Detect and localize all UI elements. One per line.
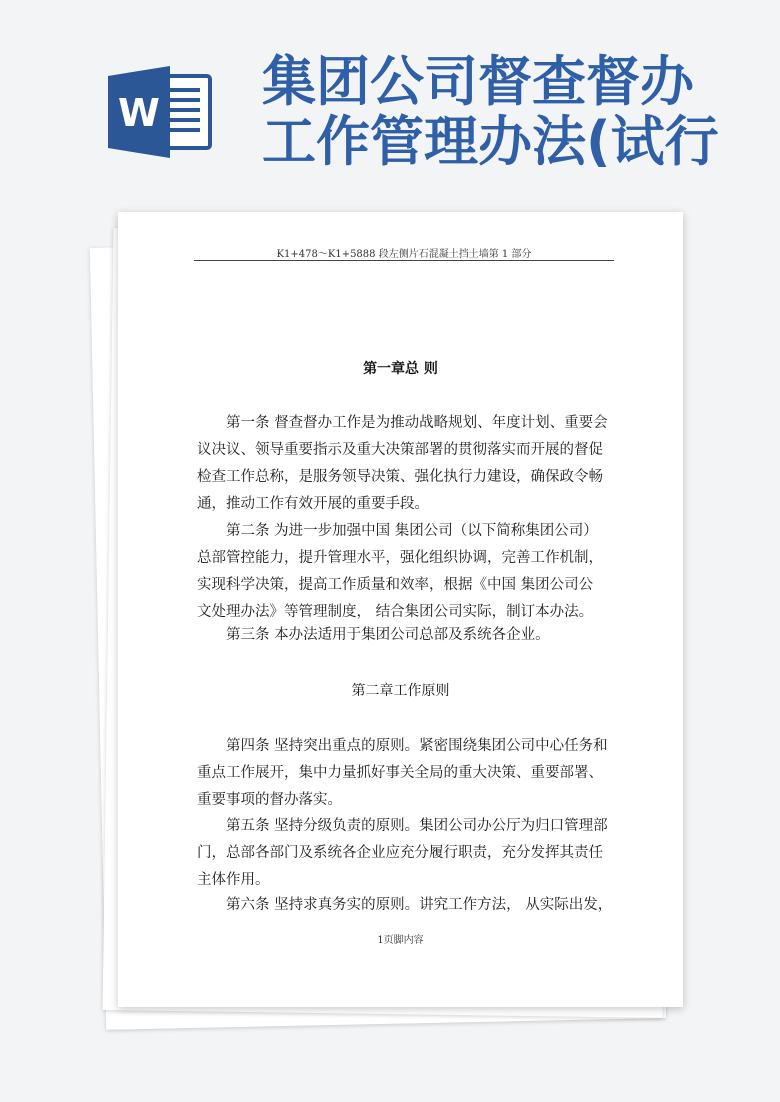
title-line-1: 集团公司督查督办 [262,52,694,113]
article-line: 第二条 为进一步加强中国 集团公司（以下简称集团公司） [226,523,598,539]
article-3 [197,622,615,649]
article-line: 总部管控能力，提升管理水平，强化组织协调，完善工作机制， [197,550,603,566]
article-line: 第一条 督查督办工作是为推动战略规划、年度计划、重要会 [226,415,608,431]
article-line: 门，总部各部门及系统各企业应充分履行职责，充分发挥其责任 [197,845,603,861]
article-line: 议决议、领导重要指示及重大决策部署的贯彻落实而开展的督促 [197,442,603,458]
document-page [118,212,683,1007]
article-line: 第五条 坚持分级负责的原则。集团公司办公厅为归口管理部 [226,818,608,834]
chapter-heading-2: 第二章工作原则 [351,683,450,699]
article-line: 实现科学决策，提高工作质量和效率，根据《中国 集团公司公 [197,577,594,593]
article-line: 重点工作展开，集中力量抓好事关全局的重大决策、重要部署、 [197,765,603,781]
chapter-heading-1: 第一章总 则 [363,361,438,377]
word-app-icon [108,66,212,158]
page-title [262,52,772,172]
article-line: 主体作用。 [197,872,270,888]
article-line: 第三条 本办法适用于集团公司总部及系统各企业。 [226,627,550,643]
article-4 [197,733,615,814]
article-line: 检查工作总称，是服务领导决策、强化执行力建设，确保政令畅 [197,469,603,485]
article-line: 文处理办法》等管理制度， 结合集团公司实际，制订本办法。 [197,604,594,620]
article-2 [197,518,615,626]
article-line: 重要事项的督办落实。 [197,792,342,808]
article-line: 第六条 坚持求真务实的原则。讲究工作方法， 从实际出发， [226,897,613,913]
article-1 [197,410,615,518]
header-rule [194,260,614,261]
article-5 [197,813,615,894]
word-logo-letter: W [118,91,160,135]
title-line-2: 工作管理办法(试行 [262,110,719,172]
running-head: K1+478～K1+5888 段左侧片石混凝土挡土墙第 1 部分 [276,249,532,260]
article-6 [197,892,615,919]
article-line: 通，推动工作有效开展的重要手段。 [197,496,429,512]
page-footer: 1页脚内容 [377,935,424,946]
article-line: 第四条 坚持突出重点的原则。紧密围绕集团公司中心任务和 [226,738,608,754]
